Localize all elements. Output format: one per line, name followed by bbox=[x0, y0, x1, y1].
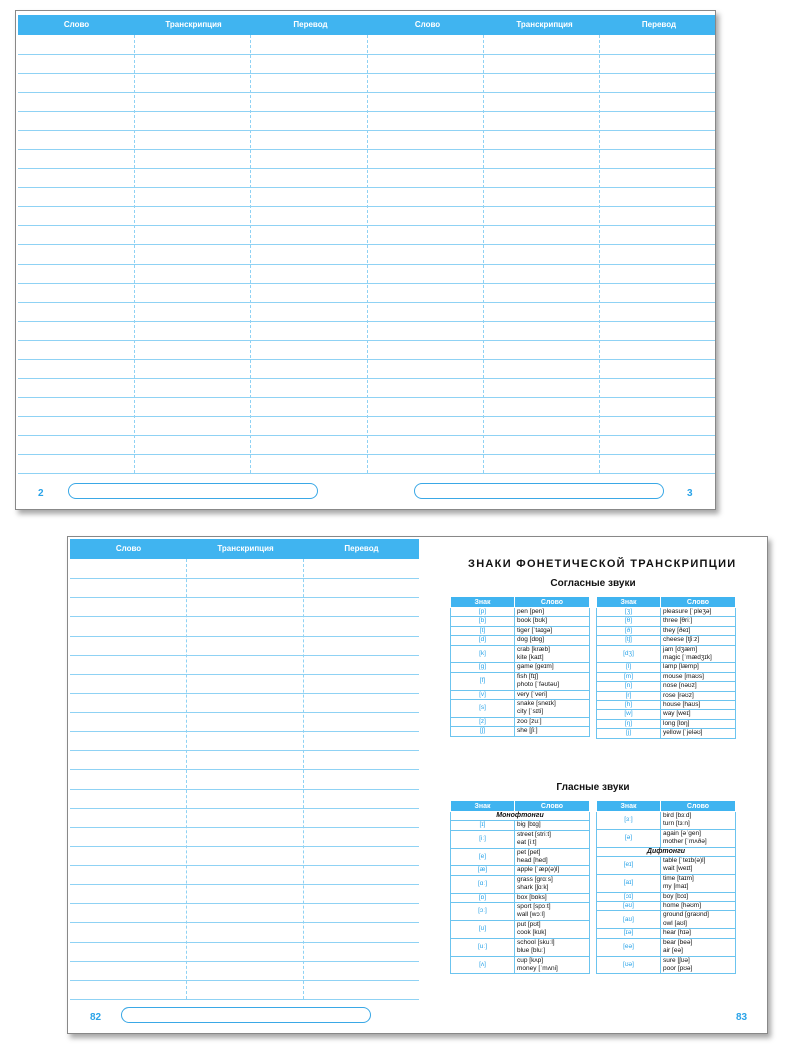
ruled-line bbox=[70, 616, 419, 617]
header-word: Слово bbox=[63, 20, 90, 29]
table-row bbox=[597, 691, 736, 700]
ruled-line bbox=[70, 789, 419, 790]
table-row bbox=[597, 645, 736, 663]
example-words bbox=[515, 848, 590, 866]
example-words bbox=[661, 701, 736, 710]
page-number-left: 2 bbox=[38, 488, 44, 499]
phonetic-symbol: [ɔɪ] bbox=[597, 892, 661, 901]
example-word: city [ˈsɪti] bbox=[517, 708, 544, 716]
example-word: wall [wɔːl] bbox=[517, 911, 545, 919]
example-words bbox=[661, 929, 736, 938]
phonetic-symbol: [aʊ] bbox=[597, 911, 661, 929]
table-row bbox=[451, 700, 590, 718]
header-transcription: Транскрипция bbox=[217, 544, 274, 553]
example-word: pleasure [ˈpleʒə] bbox=[663, 608, 712, 615]
example-word: dog [dɒɡ] bbox=[517, 636, 545, 644]
phonetic-symbol: [eə] bbox=[597, 938, 661, 956]
ruled-line bbox=[70, 674, 419, 675]
table-row bbox=[451, 608, 590, 617]
ruled-line bbox=[70, 636, 419, 637]
table-row bbox=[597, 682, 736, 691]
consonants-table-left bbox=[450, 596, 590, 737]
ruled-line bbox=[18, 473, 715, 474]
ruled-line bbox=[70, 578, 419, 579]
phonetic-symbol: [ɔː] bbox=[451, 903, 515, 921]
example-words bbox=[661, 617, 736, 626]
example-word: mouse [maʊs] bbox=[663, 672, 704, 680]
example-words bbox=[661, 645, 736, 663]
header-sign: Знак bbox=[451, 597, 515, 608]
phonetic-symbol: [f] bbox=[451, 672, 515, 690]
phonetic-symbol: [ʃ] bbox=[451, 727, 515, 736]
example-word: long [lɒŋ] bbox=[663, 719, 690, 727]
phonetic-symbol: [ʊ] bbox=[451, 920, 515, 938]
table-row bbox=[597, 874, 736, 892]
header-sign: Знак bbox=[597, 597, 661, 608]
example-word: bird [bɜːd] bbox=[663, 812, 692, 819]
example-words bbox=[661, 874, 736, 892]
example-word: my [maɪ] bbox=[663, 883, 689, 891]
ruled-line bbox=[70, 942, 419, 943]
example-word: again [əˈɡen] bbox=[663, 829, 701, 837]
header-word: Слово bbox=[661, 597, 736, 608]
example-word: house [haʊs] bbox=[663, 701, 701, 709]
example-word: boy [bɔɪ] bbox=[663, 892, 689, 900]
header-translation: Перевод bbox=[293, 20, 328, 29]
example-word: game [ɡeɪm] bbox=[517, 663, 554, 671]
example-word: blue [bluː] bbox=[517, 947, 546, 955]
header-word: Слово bbox=[115, 544, 142, 553]
phonetic-symbol: [aɪ] bbox=[597, 874, 661, 892]
example-words bbox=[515, 690, 590, 699]
ruled-line bbox=[70, 980, 419, 981]
table-row bbox=[451, 717, 590, 726]
table-row bbox=[451, 956, 590, 974]
page-number-left: 82 bbox=[90, 1012, 102, 1023]
example-word: home [həʊm] bbox=[663, 902, 702, 910]
phonetic-symbol: [z] bbox=[451, 717, 515, 726]
example-words bbox=[515, 645, 590, 663]
example-word: magic [ˈmædʒɪk] bbox=[663, 654, 712, 662]
column-divider bbox=[303, 559, 304, 999]
example-word: cheese [tʃiːz] bbox=[663, 636, 700, 644]
header-transcription: Транскрипция bbox=[165, 20, 222, 29]
example-words bbox=[661, 812, 736, 830]
header-word: Слово bbox=[661, 801, 736, 812]
phonetic-symbol: [r] bbox=[597, 691, 661, 700]
example-words bbox=[661, 938, 736, 956]
table-row bbox=[597, 617, 736, 626]
phonetic-symbol: [n] bbox=[597, 682, 661, 691]
example-word: box [bɒks] bbox=[517, 893, 547, 901]
header-translation: Перевод bbox=[641, 20, 677, 29]
group-label: Монофтонги bbox=[451, 812, 590, 821]
name-field-left[interactable] bbox=[121, 1007, 371, 1023]
phonetic-symbol: [iː] bbox=[451, 830, 515, 848]
top-table-header bbox=[18, 15, 715, 35]
example-word: pen [pen] bbox=[517, 608, 545, 615]
ruled-line bbox=[70, 884, 419, 885]
phonetic-symbol: [uː] bbox=[451, 938, 515, 956]
phonetic-symbol: [ð] bbox=[597, 626, 661, 635]
example-word: table [ˈteɪb(ə)l] bbox=[663, 857, 706, 865]
page-number-right: 83 bbox=[736, 1012, 748, 1023]
table-row bbox=[451, 875, 590, 893]
phonetic-symbol: [t] bbox=[451, 626, 515, 635]
example-words bbox=[515, 920, 590, 938]
example-word: hear [hɪə] bbox=[663, 929, 691, 937]
phonetic-symbol: [ə] bbox=[597, 829, 661, 847]
table-row bbox=[597, 929, 736, 938]
example-word: zoo [zuː] bbox=[517, 717, 542, 725]
ruled-line bbox=[70, 865, 419, 866]
top-spread bbox=[15, 10, 716, 510]
table-row bbox=[451, 848, 590, 866]
example-words bbox=[661, 626, 736, 635]
table-row bbox=[451, 617, 590, 626]
example-words bbox=[515, 626, 590, 635]
example-word: sport [spɔːt] bbox=[517, 903, 551, 911]
example-words bbox=[515, 636, 590, 645]
table-row bbox=[451, 893, 590, 902]
phonetic-symbol: [ʊə] bbox=[597, 956, 661, 974]
phonetic-symbol: [æ] bbox=[451, 866, 515, 875]
example-word: money [ˈmʌni] bbox=[517, 964, 558, 972]
table-row bbox=[597, 672, 736, 681]
phonetic-symbol: [ɪə] bbox=[597, 929, 661, 938]
example-word: air [eə] bbox=[663, 947, 683, 955]
table-row bbox=[597, 663, 736, 672]
example-words bbox=[515, 956, 590, 974]
example-words bbox=[661, 710, 736, 719]
phonetic-symbol: [θ] bbox=[597, 617, 661, 626]
example-word: rose [rəʊz] bbox=[663, 691, 694, 699]
header-translation: Перевод bbox=[344, 544, 379, 553]
table-row bbox=[597, 956, 736, 974]
example-word: eat [iːt] bbox=[517, 839, 537, 847]
ruled-line bbox=[70, 731, 419, 732]
column-divider bbox=[367, 35, 368, 473]
ruled-line bbox=[70, 827, 419, 828]
table-row bbox=[597, 719, 736, 728]
example-words bbox=[661, 636, 736, 645]
table-row bbox=[451, 938, 590, 956]
example-word: they [ðeɪ] bbox=[663, 626, 691, 634]
example-words bbox=[515, 903, 590, 921]
header-sign: Знак bbox=[451, 801, 515, 812]
phonetic-symbol: [h] bbox=[597, 701, 661, 710]
example-words bbox=[661, 608, 736, 617]
phonetic-symbol: [ŋ] bbox=[597, 719, 661, 728]
example-words bbox=[515, 617, 590, 626]
example-word: pet [pet] bbox=[517, 848, 541, 856]
table-row bbox=[597, 636, 736, 645]
example-words bbox=[515, 830, 590, 848]
example-word: mother [ˈmʌðə] bbox=[663, 838, 707, 846]
example-word: lamp [læmp] bbox=[663, 663, 699, 671]
example-word: way [weɪ] bbox=[663, 710, 691, 718]
phonetic-symbol: [ʌ] bbox=[451, 956, 515, 974]
table-row bbox=[451, 830, 590, 848]
name-field-right[interactable] bbox=[414, 483, 664, 499]
header-transcription: Транскрипция bbox=[516, 20, 573, 29]
ruled-line bbox=[70, 846, 419, 847]
phonetic-symbol: [b] bbox=[451, 617, 515, 626]
phonetic-symbol: [e] bbox=[451, 848, 515, 866]
ruled-line bbox=[70, 999, 419, 1000]
table-row bbox=[451, 690, 590, 699]
header-word: Слово bbox=[515, 597, 590, 608]
example-words bbox=[661, 682, 736, 691]
table-row bbox=[597, 626, 736, 635]
phonetic-symbol: [p] bbox=[451, 608, 515, 617]
example-words bbox=[515, 663, 590, 672]
phonetic-symbol: [eɪ] bbox=[597, 857, 661, 875]
phonetic-symbol: [k] bbox=[451, 645, 515, 663]
example-words bbox=[515, 700, 590, 718]
consonants-title: Согласные звуки bbox=[550, 578, 636, 589]
example-word: cup [kʌp] bbox=[517, 956, 544, 964]
example-word: fish [fɪʃ] bbox=[517, 672, 539, 680]
example-words bbox=[661, 672, 736, 681]
example-word: kite [kaɪt] bbox=[517, 654, 544, 662]
column-divider bbox=[483, 35, 484, 473]
table-row bbox=[597, 812, 736, 830]
table-row bbox=[451, 821, 590, 830]
example-word: street [striːt] bbox=[517, 830, 551, 838]
phonetic-symbol: [əʊ] bbox=[597, 902, 661, 911]
example-word: three [θriː] bbox=[663, 617, 693, 625]
example-word: apple [ˈæp(ə)l] bbox=[517, 866, 560, 874]
example-word: tiger [ˈtaɪɡə] bbox=[517, 626, 553, 634]
phonetic-symbol: [m] bbox=[597, 672, 661, 681]
ruled-grid bbox=[18, 35, 715, 473]
example-word: big [bɪɡ] bbox=[517, 821, 541, 829]
example-words bbox=[515, 821, 590, 830]
phonetic-symbol: [d] bbox=[451, 636, 515, 645]
example-words bbox=[661, 729, 736, 738]
phonetic-symbol: [ɪ] bbox=[451, 821, 515, 830]
table-row bbox=[597, 938, 736, 956]
page-title: ЗНАКИ ФОНЕТИЧЕСКОЙ ТРАНСКРИПЦИИ bbox=[468, 558, 737, 570]
table-row bbox=[451, 663, 590, 672]
table-row bbox=[451, 645, 590, 663]
phonetic-symbol: [ʒ] bbox=[597, 608, 661, 617]
example-words bbox=[661, 719, 736, 728]
example-words bbox=[661, 892, 736, 901]
example-word: nose [nəʊz] bbox=[663, 682, 697, 690]
example-words bbox=[661, 663, 736, 672]
table-row bbox=[451, 672, 590, 690]
table-row bbox=[451, 903, 590, 921]
example-word: jam [dʒæm] bbox=[663, 645, 698, 653]
example-word: school [skuːl] bbox=[517, 938, 555, 946]
vowels-table-left bbox=[450, 800, 590, 974]
table-row bbox=[597, 892, 736, 901]
example-words bbox=[661, 956, 736, 974]
example-word: very [ˈveri] bbox=[517, 690, 548, 698]
example-words bbox=[661, 902, 736, 911]
example-word: book [bʊk] bbox=[517, 617, 548, 625]
table-row bbox=[597, 710, 736, 719]
phonetic-symbol: [dʒ] bbox=[597, 645, 661, 663]
table-row bbox=[451, 727, 590, 736]
table-row bbox=[597, 608, 736, 617]
table-row bbox=[451, 920, 590, 938]
ruled-line bbox=[70, 597, 419, 598]
example-word: put [pʊt] bbox=[517, 920, 541, 928]
example-word: poor [pʊə] bbox=[663, 964, 693, 972]
ruled-line bbox=[70, 712, 419, 713]
phonetic-symbol: [w] bbox=[597, 710, 661, 719]
column-divider bbox=[186, 559, 187, 999]
phonetic-symbol: [tʃ] bbox=[597, 636, 661, 645]
ruled-line bbox=[70, 693, 419, 694]
phonetic-symbol: [j] bbox=[597, 729, 661, 738]
bottom-table-header bbox=[70, 539, 419, 559]
table-row bbox=[451, 626, 590, 635]
column-divider bbox=[134, 35, 135, 473]
example-words bbox=[515, 938, 590, 956]
example-words bbox=[515, 875, 590, 893]
header-word: Слово bbox=[515, 801, 590, 812]
ruled-line bbox=[70, 750, 419, 751]
example-word: bear [beə] bbox=[663, 938, 693, 946]
example-word: she [ʃiː] bbox=[517, 727, 538, 735]
header-sign: Знак bbox=[597, 801, 661, 812]
column-divider bbox=[599, 35, 600, 473]
ruled-line bbox=[70, 903, 419, 904]
consonants-table-right bbox=[596, 596, 736, 739]
name-field-left[interactable] bbox=[68, 483, 318, 499]
ruled-line bbox=[70, 961, 419, 962]
table-row bbox=[597, 729, 736, 738]
example-word: owl [aʊl] bbox=[663, 919, 687, 927]
example-word: crab [kræb] bbox=[517, 645, 550, 653]
example-word: wait [weɪt] bbox=[663, 865, 693, 873]
table-row bbox=[597, 857, 736, 875]
vowels-table-right bbox=[596, 800, 736, 974]
example-words bbox=[515, 672, 590, 690]
table-row bbox=[597, 902, 736, 911]
ruled-line bbox=[70, 655, 419, 656]
example-words bbox=[661, 857, 736, 875]
example-word: head [hed] bbox=[517, 857, 548, 865]
phonetic-symbol: [ɒ] bbox=[451, 893, 515, 902]
ruled-grid bbox=[70, 559, 419, 999]
example-word: cook [kʊk] bbox=[517, 929, 547, 937]
example-words bbox=[515, 717, 590, 726]
vowels-title: Гласные звуки bbox=[556, 782, 630, 793]
example-word: yellow [ˈjeləʊ] bbox=[663, 729, 703, 737]
table-row bbox=[451, 866, 590, 875]
ruled-line bbox=[70, 808, 419, 809]
table-row bbox=[597, 701, 736, 710]
example-words bbox=[515, 608, 590, 617]
example-word: photo [ˈfəʊtəʊ] bbox=[517, 681, 560, 689]
phonetic-symbol: [l] bbox=[597, 663, 661, 672]
ruled-line bbox=[70, 922, 419, 923]
example-words bbox=[661, 829, 736, 847]
group-label: Дифтонги bbox=[597, 847, 736, 856]
phonetic-symbol: [g] bbox=[451, 663, 515, 672]
example-words bbox=[515, 866, 590, 875]
phonetic-symbol: [v] bbox=[451, 690, 515, 699]
page-number-right: 3 bbox=[687, 488, 693, 499]
example-word: snake [sneɪk] bbox=[517, 700, 556, 708]
example-word: ground [ɡraʊnd] bbox=[663, 911, 709, 919]
phonetic-symbol: [s] bbox=[451, 700, 515, 718]
example-words bbox=[515, 727, 590, 736]
ruled-line bbox=[70, 769, 419, 770]
phonetic-symbol: [ɜː] bbox=[597, 812, 661, 830]
example-word: time [taɪm] bbox=[663, 874, 694, 882]
header-word: Слово bbox=[414, 20, 441, 29]
example-words bbox=[661, 691, 736, 700]
example-word: turn [tɜːn] bbox=[663, 820, 690, 828]
column-divider bbox=[250, 35, 251, 473]
table-row bbox=[597, 911, 736, 929]
example-word: shark [ʃɑːk] bbox=[517, 884, 549, 892]
table-row bbox=[451, 636, 590, 645]
phonetic-symbol: [ɑː] bbox=[451, 875, 515, 893]
example-words bbox=[661, 911, 736, 929]
example-word: sure [ʃʊə] bbox=[663, 956, 690, 964]
example-word: grass [ɡrɑːs] bbox=[517, 875, 553, 883]
table-row bbox=[597, 829, 736, 847]
example-words bbox=[515, 893, 590, 902]
